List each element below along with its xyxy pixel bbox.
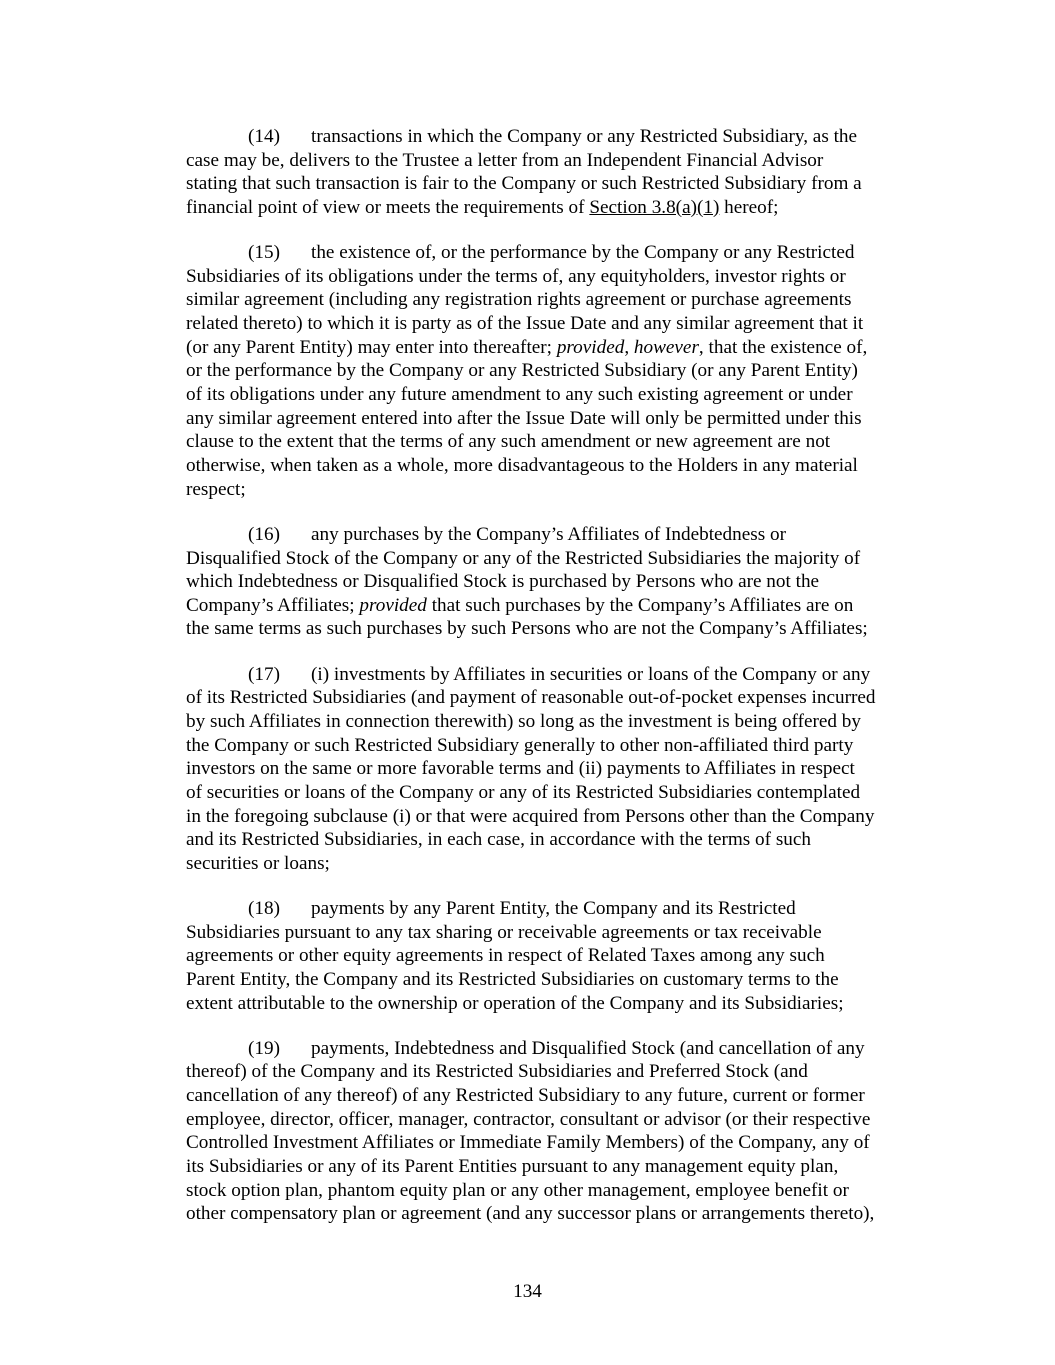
text-line xyxy=(186,312,946,336)
text-line xyxy=(186,852,946,876)
clause-number: (15) xyxy=(248,242,280,264)
line-text: thereof) of the Company and its Restricted Subsidiaries and Preferred Stock (and xyxy=(186,1061,808,1083)
line-text: other compensatory plan or agreement (and any successor plans or arrangements thereto), xyxy=(186,1203,875,1225)
text-line xyxy=(186,1060,946,1084)
line-text: by such Affiliates in connection therewith) so long as the investment is being offered by xyxy=(186,710,861,732)
line-text: , xyxy=(624,336,634,358)
clause-number: (16) xyxy=(248,523,280,545)
line-text: similar agreement (including any registration rights agreement or purchase agreements xyxy=(186,289,852,311)
line-text: of securities or loans of the Company or any of its Restricted Subsidiaries contemplated xyxy=(186,781,861,803)
text-line xyxy=(186,944,946,968)
text-line xyxy=(186,781,946,805)
clause-paragraph xyxy=(186,241,946,501)
text-line xyxy=(186,196,946,220)
text-line xyxy=(186,617,946,641)
line-text: , that the existence of, xyxy=(698,336,868,358)
text-line xyxy=(186,149,946,173)
italic-term: provided xyxy=(556,336,625,358)
line-text: clause to the extent that the terms of any such amendment or new agreement are not xyxy=(186,431,831,453)
italic-term: provided xyxy=(359,594,427,616)
clause-paragraph xyxy=(186,523,946,641)
text-line xyxy=(186,172,946,196)
line-text: of its Restricted Subsidiaries (and payment of reasonable out-of-pocket expenses incurred xyxy=(186,687,876,709)
line-text: employee, director, officer, manager, contractor, consultant or advisor (or their respective xyxy=(186,1108,871,1130)
text-line xyxy=(186,1202,946,1226)
clause-paragraph xyxy=(186,897,946,1015)
line-text: payments by any Parent Entity, the Company and its Restricted xyxy=(311,898,796,920)
line-text: the existence of, or the performance by the Company or any Restricted xyxy=(311,242,855,264)
line-text: the same terms as such purchases by such Persons who are not the Company’s Affiliates; xyxy=(186,618,868,640)
text-line xyxy=(186,968,946,992)
clause-paragraph xyxy=(186,1037,946,1226)
line-text: payments, Indebtedness and Disqualified Stock (and cancellation of any xyxy=(311,1037,865,1059)
line-text: related thereto) to which it is party as of the Issue Date and any similar agreement that it xyxy=(186,313,864,335)
line-text: Subsidiaries of its obligations under the terms of, any equityholders, investor rights or xyxy=(186,265,846,287)
line-text: hereof; xyxy=(719,196,779,218)
text-line xyxy=(186,523,946,547)
text-line xyxy=(186,805,946,829)
text-line xyxy=(186,359,946,383)
line-text: Disqualified Stock of the Company or any of the Restricted Subsidiaries the majority of xyxy=(186,547,861,569)
line-text: Company’s Affiliates; xyxy=(186,594,360,616)
line-text: cancellation of any thereof) of any Restricted Subsidiary to any future, current or former xyxy=(186,1085,865,1107)
text-line xyxy=(186,1084,946,1108)
text-line xyxy=(186,288,946,312)
line-text: Subsidiaries pursuant to any tax sharing or receivable agreements or tax receivable xyxy=(186,921,822,943)
line-text: any purchases by the Company’s Affiliates of Indebtedness or xyxy=(311,523,786,545)
section-reference-link[interactable]: Section 3.8(a)(1) xyxy=(589,196,720,218)
text-line xyxy=(186,686,946,710)
document-body xyxy=(186,125,946,1248)
line-text: or the performance by the Company or any Restricted Subsidiary (or any Parent Entity) xyxy=(186,360,858,382)
line-text: agreements or other equity agreements in respect of Related Taxes among any such xyxy=(186,945,825,967)
text-line xyxy=(186,125,946,149)
clause-number: (18) xyxy=(248,898,280,920)
clause-paragraph xyxy=(186,663,946,876)
text-line xyxy=(186,430,946,454)
line-text: (or any Parent Entity) may enter into thereafter; xyxy=(186,336,557,358)
text-line xyxy=(186,1131,946,1155)
line-text: transactions in which the Company or any Restricted Subsidiary, as the xyxy=(311,126,858,147)
text-line xyxy=(186,992,946,1016)
line-text: Parent Entity, the Company and its Restricted Subsidiaries on customary terms to the xyxy=(186,969,839,990)
line-text: stating that such transaction is fair to the Company or such Restricted Subsidiary from a xyxy=(186,173,862,195)
text-line xyxy=(186,570,946,594)
text-line xyxy=(186,407,946,431)
clause-number: (19) xyxy=(248,1037,280,1059)
line-text: and its Restricted Subsidiaries, in each case, in accordance with the terms of such xyxy=(186,829,811,851)
text-line xyxy=(186,383,946,407)
line-text: that such purchases by the Company’s Affiliates are on xyxy=(426,594,854,616)
line-text: case may be, delivers to the Trustee a letter from an Independent Financial Advisor xyxy=(186,149,824,171)
line-text: which Indebtedness or Disqualified Stock is purchased by Persons who are not the xyxy=(186,571,820,593)
text-line xyxy=(186,336,946,360)
line-text: investors on the same or more favorable terms and (ii) payments to Affiliates in respect xyxy=(186,758,855,780)
text-line xyxy=(186,241,946,265)
line-text: of its obligations under any future amendment to any such existing agreement or under xyxy=(186,384,853,406)
text-line xyxy=(186,663,946,687)
line-text: (i) investments by Affiliates in securities or loans of the Company or any xyxy=(311,663,871,685)
line-text: financial point of view or meets the requirements of xyxy=(186,196,590,218)
text-line xyxy=(186,265,946,289)
page-number: 134 xyxy=(513,1281,542,1302)
text-line xyxy=(186,1155,946,1179)
text-line xyxy=(186,478,946,502)
clause-number: (14) xyxy=(248,126,280,147)
line-text: respect; xyxy=(186,478,246,500)
text-line xyxy=(186,757,946,781)
text-line xyxy=(186,547,946,571)
text-line xyxy=(186,897,946,921)
line-text: in the foregoing subclause (i) or that were acquired from Persons other than the Company xyxy=(186,805,875,827)
clause-number: (17) xyxy=(248,663,280,685)
line-text: otherwise, when taken as a whole, more disadvantageous to the Holders in any material xyxy=(186,455,858,477)
text-line xyxy=(186,1108,946,1132)
italic-term: however xyxy=(633,336,699,358)
text-line xyxy=(186,828,946,852)
line-text: any similar agreement entered into after the Issue Date will only be permitted under this xyxy=(186,407,862,429)
text-line xyxy=(186,454,946,478)
line-text: Controlled Investment Affiliates or Immediate Family Members) of the Company, any of xyxy=(186,1132,870,1154)
line-text: the Company or such Restricted Subsidiary generally to other non-affiliated third party xyxy=(186,734,854,756)
line-text: securities or loans; xyxy=(186,852,330,874)
line-text: its Subsidiaries or any of its Parent Entities pursuant to any management equity plan, xyxy=(186,1156,839,1178)
text-line xyxy=(186,1179,946,1203)
text-line xyxy=(186,594,946,618)
text-line xyxy=(186,1037,946,1061)
line-text: stock option plan, phantom equity plan or any other management, employee benefit or xyxy=(186,1179,849,1201)
text-line xyxy=(186,921,946,945)
text-line xyxy=(186,710,946,734)
line-text: extent attributable to the ownership or operation of the Company and its Subsidiaries; xyxy=(186,992,844,1014)
text-line xyxy=(186,734,946,758)
clause-paragraph xyxy=(186,125,946,220)
